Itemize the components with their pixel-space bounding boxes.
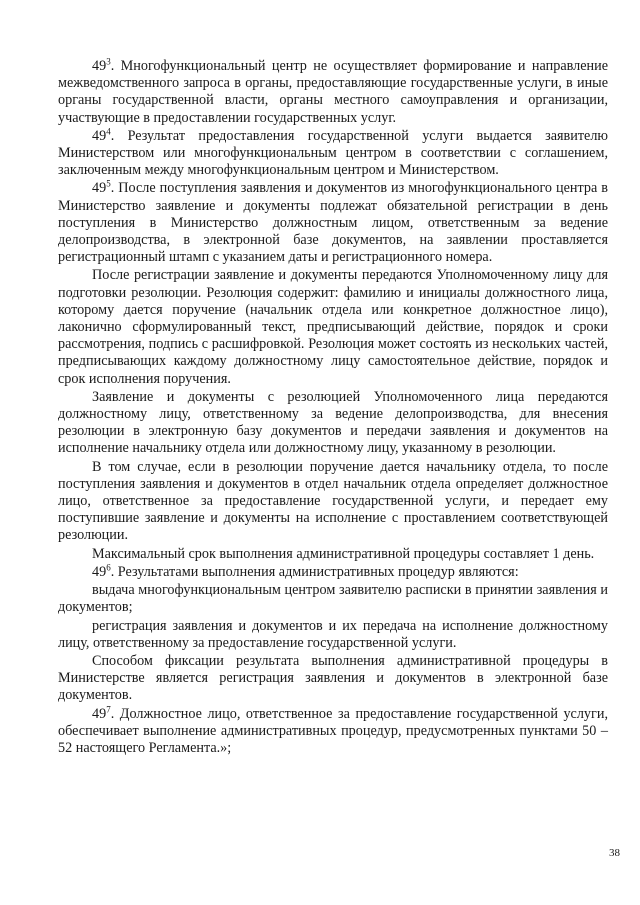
paragraph-result-registration	[58, 618, 608, 652]
paragraph-49-4	[58, 128, 608, 180]
paragraph-text: Максимальный срок выполнения административной процедуры составляет 1 день.	[92, 545, 595, 562]
paragraph-49-3	[58, 58, 608, 127]
paragraph-max-term	[58, 546, 608, 563]
paragraph-49-6	[58, 564, 608, 581]
paragraph-text: . Должностное лицо, ответственное за предоставление государственной услуги, обеспечивает выполнение административных процедур, предусмотренных пунктами 50 – 52 настоящего Регламента.»;	[58, 705, 608, 756]
clause-number: 49	[92, 58, 107, 74]
document-body	[58, 58, 608, 757]
paragraph-resolution	[58, 267, 608, 387]
paragraph-head-of-department	[58, 459, 608, 545]
clause-number: 49	[92, 563, 107, 580]
paragraph-text: Способом фиксации результата выполнения административной процедуры в Министерстве является регистрация заявления и документов в электронной базе документов.	[58, 652, 608, 704]
paragraph-49-5	[58, 180, 608, 266]
page-number: 38	[609, 847, 620, 859]
paragraph-text: В том случае, если в резолюции поручение дается начальнику отдела, то после поступления заявления и документов в отдел начальник отдела определяет должностное лицо, ответственное за предоставление государственной услуги, и передает ему поступившие заявление и документы на исполнение с проставлением соответствующей резолюции.	[58, 458, 608, 544]
paragraph-text: . Результат предоставления государственной услуги выдается заявителю Министерством или многофункциональным центром в соответствии с соглашением, заключенным между многофункциональным центром и Министерством.	[58, 127, 608, 179]
paragraph-49-7	[58, 703, 608, 758]
paragraph-result-receipt	[58, 582, 608, 616]
clause-superscript: 4	[106, 126, 111, 137]
clause-number: 49	[92, 127, 107, 144]
paragraph-text: После регистрации заявление и документы передаются Уполномоченному лицу для подготовки резолюции. Резолюция содержит: фамилию и инициалы должностного лица, которому дается поручение (начальник отдела или конкретное должностное лицо), лаконично сформулированный текст, предписывающий действие, порядок и сроки рассмотрения, подпись с расшифровкой. Резолюция может состоять из нескольких частей, предписывающих каждому должностному лицу самостоятельное действие, порядок и срок исполнения поручения.	[58, 267, 608, 387]
clause-superscript: 5	[106, 178, 111, 189]
paragraph-text: выдача многофункциональным центром заявителю расписки в принятии заявления и документов;	[58, 582, 608, 616]
clause-superscript: 6	[106, 562, 111, 573]
paragraph-text: . Многофункциональный центр не осуществляет формирование и направление межведомственного запроса в органы, предоставляющие государственные услуги, в иные органы государственной власти, органы местного самоуправления и организации, участвующие в предоставлении государственных услуг.	[58, 58, 608, 126]
paragraph-text: Заявление и документы с резолюцией Уполномоченного лица передаются должностному лицу, ответственному за ведение делопроизводства, для внесения резолюции в электронную базу документов и передачи заявления и документов на исполнение начальнику отдела или должностному лицу, указанному в резолюции.	[58, 388, 608, 457]
clause-superscript: 3	[106, 56, 111, 67]
paragraph-transfer	[58, 389, 608, 458]
clause-number: 49	[92, 180, 107, 197]
clause-superscript: 7	[106, 703, 111, 714]
paragraph-text: . Результатами выполнения административных процедур являются:	[110, 563, 519, 580]
paragraph-text: регистрация заявления и документов и их передача на исполнение должностному лицу, ответственному за предоставление государственной услуги.	[58, 617, 608, 651]
paragraph-fixation-method	[58, 653, 608, 705]
clause-number: 49	[92, 705, 107, 722]
paragraph-text: . После поступления заявления и документов из многофункционального центра в Министерство заявление и документы подлежат обязательной регистрации в день поступления в Министерство должностным лицом, ответственным за ведение делопроизводства, в электронной базе документов, на заявлении проставляется регистрационный штамп с указанием даты и регистрационного номера.	[58, 180, 608, 266]
